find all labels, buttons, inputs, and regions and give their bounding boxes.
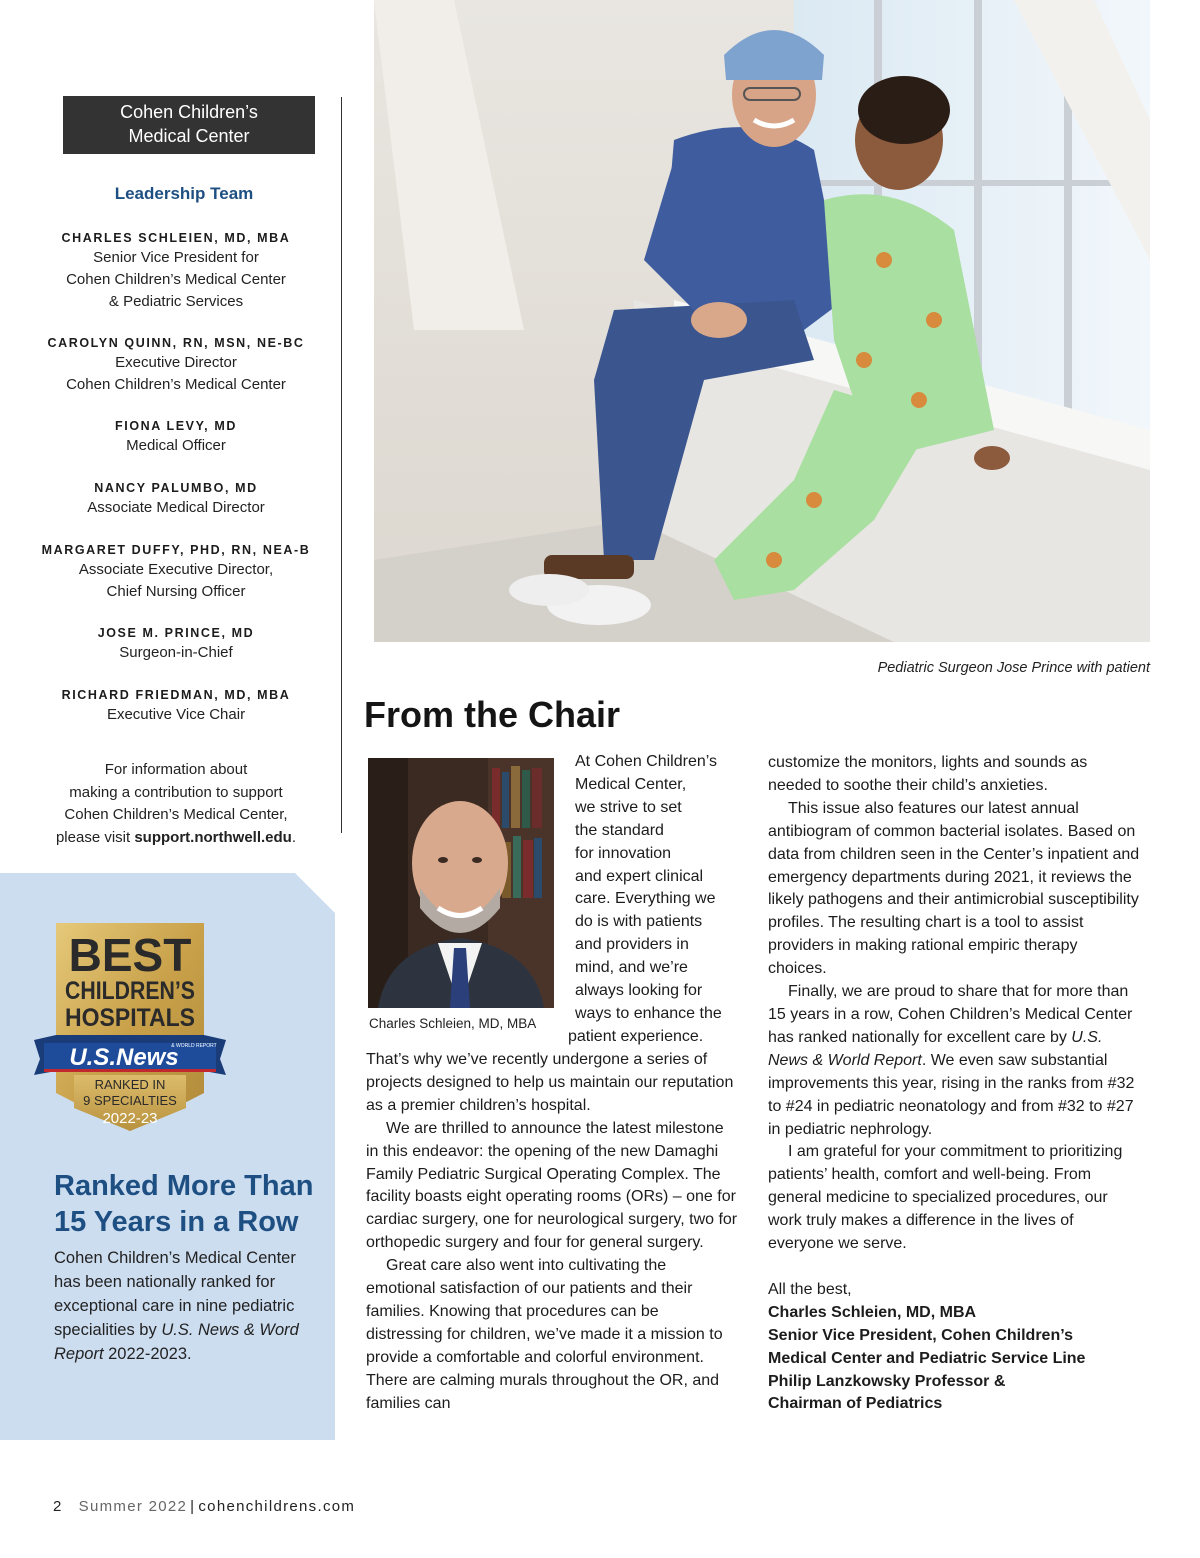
leader-name: RICHARD FRIEDMAN, MD, MBA [61,688,291,702]
ranking-publication: U.S. News & Word Report [54,1321,299,1363]
org-name-line-2: Medical Center [128,126,250,146]
support-line [40,827,312,850]
leader-role: Senior Vice President for [93,249,259,266]
leader-role: Chief Nursing Officer [106,583,246,600]
leadership-team-heading: Leadership Team [114,184,254,203]
leader-role: Associate Medical Director [87,499,265,516]
leader-role: Executive Director [115,354,237,371]
leader-role: Surgeon-in-Chief [119,644,233,661]
badge-hospitals-text: HOSPITALS [65,1004,195,1032]
ranking-body-text: 2022-2023. [103,1345,192,1363]
support-line: making a contribution to support [69,783,283,801]
article-paragraph: Great care also went into cultivating the emotional satisfaction of our patients and their families. Knowing that procedures can be distressing for children, we’ve made it a mission to provide a comfortable and colorful environment. There are calming murals throughout the OR, and families can [366,1257,723,1412]
ranking-description [54,1246,319,1366]
article-paragraph: We are thrilled to announce the latest milestone in this endeavor: the opening of the new Damaghi Family Pediatric Surgical Operating Complex. The facility boasts eight operating rooms (ORs) – one for cardiac surgery, one for neurological surgery, two for orthopedic surgery and four for general surgery. [366,1119,738,1252]
article-paragraph: This issue also features our latest annual antibiogram of common bacterial isolates. Based on data from children seen in the Center’s inpatient and emergency departments during 2021, it reviews the likely pathogens and their antimicrobial susceptibility profiles. The resulting chart is a tool to assist providers in making rational empiric therapy choices. [768,799,1140,978]
leader-entry [40,230,312,313]
signature-title [768,1371,1140,1394]
article-column-2 [768,752,1140,1416]
sidebar-divider [341,97,342,833]
signature-title-text: Philip Lanzkowsky Professor & [768,1372,1006,1390]
article-text-line: always looking for [575,982,703,1000]
support-suffix: . [291,828,297,846]
leader-name: CHARLES SCHLEIEN, MD, MBA [61,231,291,245]
surgeon-with-patient-illustration [374,0,1150,642]
signature-title-text: Senior Vice President, Cohen Children’s [768,1326,1073,1344]
article-text-line: for innovation [575,844,672,862]
author-portrait [368,758,554,1008]
footer-website-link[interactable]: cohenchildrens.com [198,1498,356,1515]
signature-title-text: Chairman of Pediatrics [768,1395,943,1413]
leader-role: Cohen Children’s Medical Center [66,376,286,393]
portrait-caption: Charles Schleien, MD, MBA [369,1016,537,1031]
leader-name: NANCY PALUMBO, MD [94,481,258,495]
signature-title [768,1348,1140,1371]
leader-entry [40,542,312,603]
page-footer [53,1498,355,1515]
badge-childrens-text: CHILDREN’S [65,977,195,1005]
leader-name: CAROLYN QUINN, RN, MSN, NE-BC [47,336,305,350]
hero-photo [374,0,1150,642]
ranking-callout [0,873,335,1440]
article-text: Finally, we are proud to share that for more than 15 years in a row, Cohen Children’s Medical Center has ranked nationally for excellent care by [768,983,1133,1046]
article-text-line: we strive to set [575,798,682,816]
badge-years-text: 2022-23 [102,1110,158,1127]
organization-name-box [63,96,315,154]
org-name-line-1: Cohen Children’s [120,102,258,122]
article-paragraph: That’s why we’ve recently undergone a series of projects designed to help us maintain our reputation as a premier children’s hospital. [366,1051,734,1114]
leader-entry [40,335,312,396]
leader-role: Executive Vice Chair [106,706,246,723]
leader-entry [40,625,312,664]
support-note [40,759,312,849]
leader-name: FIONA LEVY, MD [115,419,237,433]
ranking-body-text: Cohen Children’s Medical Center has been nationally ranked for exceptional care in nine pediatric specialities by [54,1249,296,1339]
signature-name-text: Charles Schleien, MD, MBA [768,1303,977,1321]
article-intro-wrapped [568,751,735,1049]
article-text-line: patient experience. [568,1027,704,1045]
article-publication: U.S. News & World Report [768,1028,1103,1069]
article-text-line: Medical Center, [575,775,687,793]
badge-best-text: BEST [68,929,192,981]
issue-label: Summer 2022 [78,1498,188,1515]
article-text-line: care. Everything we [575,890,716,908]
article-headline: From the Chair [364,694,621,735]
leader-name: MARGARET DUFFY, PHD, RN, NEA-B [41,543,311,557]
us-news-best-childrens-hospitals-badge [34,923,226,1133]
article-text: . We even saw substantial improvements this year, rising in the ranks from #32 to #24 in pediatric neonatology and from #32 to #27 in pediatric nephrology. [768,1051,1135,1138]
ranking-title-line: Ranked More Than [54,1170,314,1202]
leader-role: Medical Officer [126,437,226,454]
article-text-line: do is with patients [575,913,703,931]
leader-role: & Pediatric Services [108,293,244,310]
leader-entry [40,418,312,457]
signoff: All the best, [768,1280,852,1298]
ranking-title-line: 15 Years in a Row [54,1206,299,1238]
article-text-line: mind, and we’re [575,959,688,977]
footer-separator: | [190,1498,196,1515]
page-number: 2 [53,1498,63,1515]
badge-ranked-text: RANKED IN [94,1077,166,1092]
signature-name [768,1302,1140,1325]
signature-title [768,1393,1140,1416]
article-text-line: and expert clinical [575,867,704,885]
support-line: For information about [104,761,248,778]
article-text-line: ways to enhance the [575,1004,722,1022]
photo-caption: Pediatric Surgeon Jose Prince with patient [877,660,1150,676]
article-paragraph: customize the monitors, lights and sounds as needed to soothe their child’s anxieties. [768,754,1088,794]
article-text-line: At Cohen Children’s [575,753,718,770]
support-prefix: please visit [55,828,135,846]
article-text-line: and providers in [575,936,689,954]
signature-title [768,1325,1140,1348]
badge-specialties-text: 9 SPECIALTIES [83,1093,177,1108]
leader-entry [40,480,312,519]
leader-entry [40,687,312,726]
signature-spacer [768,1256,1140,1279]
support-link[interactable]: support.northwell.edu [134,828,292,846]
article-column-1 [366,1049,738,1416]
ranking-title [54,1168,324,1240]
portrait-illustration [368,758,554,1008]
signature-title-text: Medical Center and Pediatric Service Line [768,1349,1086,1367]
support-line: Cohen Children’s Medical Center, [64,806,288,823]
article-paragraph [768,981,1140,1141]
article-paragraph: I am grateful for your commitment to prioritizing patients’ health, comfort and well-being. From general medicine to specialized procedures, our work truly makes a difference in the lives of everyone we serve. [768,1143,1123,1253]
article-text-line: the standard [575,821,664,839]
badge-usnews-text: U.S.News [69,1044,179,1071]
leader-role: Associate Executive Director, [78,561,274,578]
badge-world-report-text: & WORLD REPORT [171,1043,217,1049]
leader-role: Cohen Children’s Medical Center [66,271,286,288]
leader-name: JOSE M. PRINCE, MD [97,626,255,640]
